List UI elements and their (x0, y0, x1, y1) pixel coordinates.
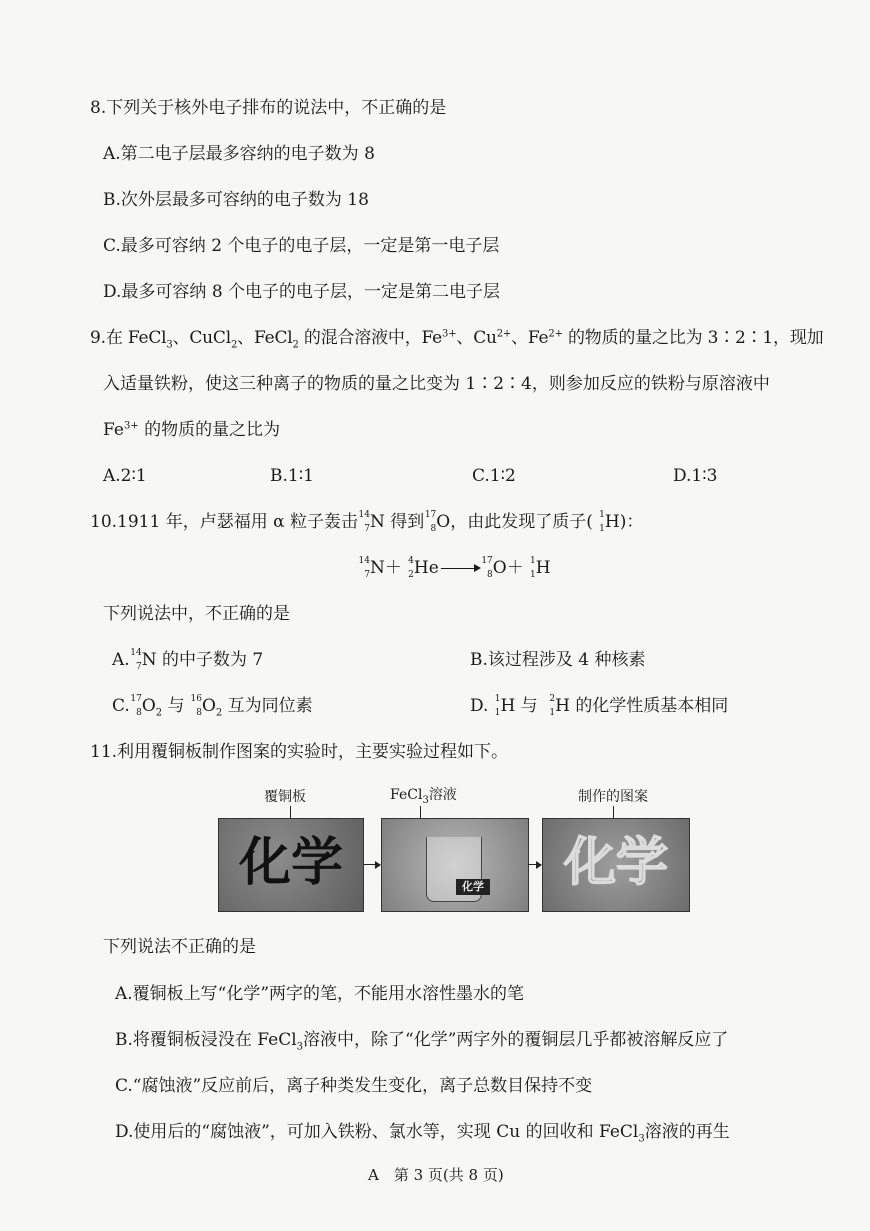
q8-option-a: A.第二电子层最多容纳的电子数为 8 (103, 144, 375, 164)
caption-copper-board: 覆铜板 (264, 789, 306, 805)
q11-option-a: A.覆铜板上写“化学”两字的笔，不能用水溶性墨水的笔 (115, 984, 525, 1004)
q11-option-d: D.使用后的“腐蚀液”，可加入铁粉、氯水等，实现 Cu 的回收和 FeCl$_3$溶液的再生 (115, 1122, 730, 1145)
q9-stem-line3: $Fe^{3+}$ 的物质的量之比为 (103, 420, 281, 440)
q9-stem-line2: 入适量铁粉，使这三种离子的物质的量之比变为 1∶2∶4，则参加反应的铁粉与原溶液中 (103, 374, 770, 394)
flow-arrow-icon (364, 864, 380, 865)
q9-option-c: C.1∶2 (472, 466, 516, 486)
q10-option-b: B.该过程涉及 4 种核素 (470, 650, 646, 670)
caption-result-pattern: 制作的图案 (578, 789, 648, 805)
q10-stem: 10.1911 年，卢瑟福用 α 粒子轰击 14 7 N 得到 17 8 O，由此发现了质子( 1 1 H)： (90, 509, 644, 534)
etched-pattern-image (542, 818, 690, 912)
q10-option-d: D. 1 1 H 与 2 1 H 的化学性质基本相同 (470, 693, 729, 718)
copper-board-image (218, 818, 364, 912)
q8-option-c: C.最多可容纳 2 个电子的电子层，一定是第一电子层 (103, 236, 500, 256)
board-writing: 化学 (238, 833, 343, 893)
caption-fecl3-solution: FeCl$_3$溶液 (390, 787, 457, 806)
flow-arrow-icon (528, 864, 541, 865)
q9-stem-line1: 9.在 FeCl$_3$、CuCl$_2$、FeCl$_2$ 的混合溶液中，$Fe^{3+}$、$Cu^{2+}$、$Fe^{2+}$ 的物质的量之比为 3∶2∶1，现加 (90, 328, 824, 351)
etching-beaker-image (381, 818, 529, 912)
q8-option-d: D.最多可容纳 8 个电子的电子层，一定是第二电子层 (103, 282, 501, 302)
reaction-arrow-icon (441, 568, 479, 569)
q9-option-d: D.1∶3 (673, 466, 718, 486)
q9-option-a: A.2∶1 (103, 466, 147, 486)
q11-stem: 11.利用覆铜板制作图案的实验时，主要实验过程如下。 (90, 742, 509, 762)
page-footer: A 第 3 页(共 8 页) (368, 1166, 504, 1184)
q11-option-b: B.将覆铜板浸没在 FeCl$_3$溶液中，除了“化学”两字外的覆铜层几乎都被溶解反应了 (115, 1030, 729, 1053)
q10-option-c: C. 17 8 $O_2$ 与 16 8 $O_2$ 互为同位素 (112, 693, 313, 719)
q10-intro: 下列说法中，不正确的是 (103, 604, 290, 624)
q8-stem: 8.下列关于核外电子排布的说法中，不正确的是 (90, 98, 447, 118)
etched-writing: 化学 (563, 833, 668, 893)
q10-option-a: A. 14 7 N 的中子数为 7 (112, 647, 264, 672)
beaker-board-label: 化学 (456, 879, 490, 895)
nuclear-equation: 14 7 N＋ 4 2 He 17 8 O＋ 1 1 H (358, 555, 551, 580)
q11-intro: 下列说法不正确的是 (103, 937, 256, 957)
q9-option-b: B.1∶1 (270, 466, 314, 486)
q8-option-b: B.次外层最多可容纳的电子数为 18 (103, 190, 369, 210)
q11-option-c: C.“腐蚀液”反应前后，离子种类发生变化，离子总数目保持不变 (115, 1076, 593, 1096)
